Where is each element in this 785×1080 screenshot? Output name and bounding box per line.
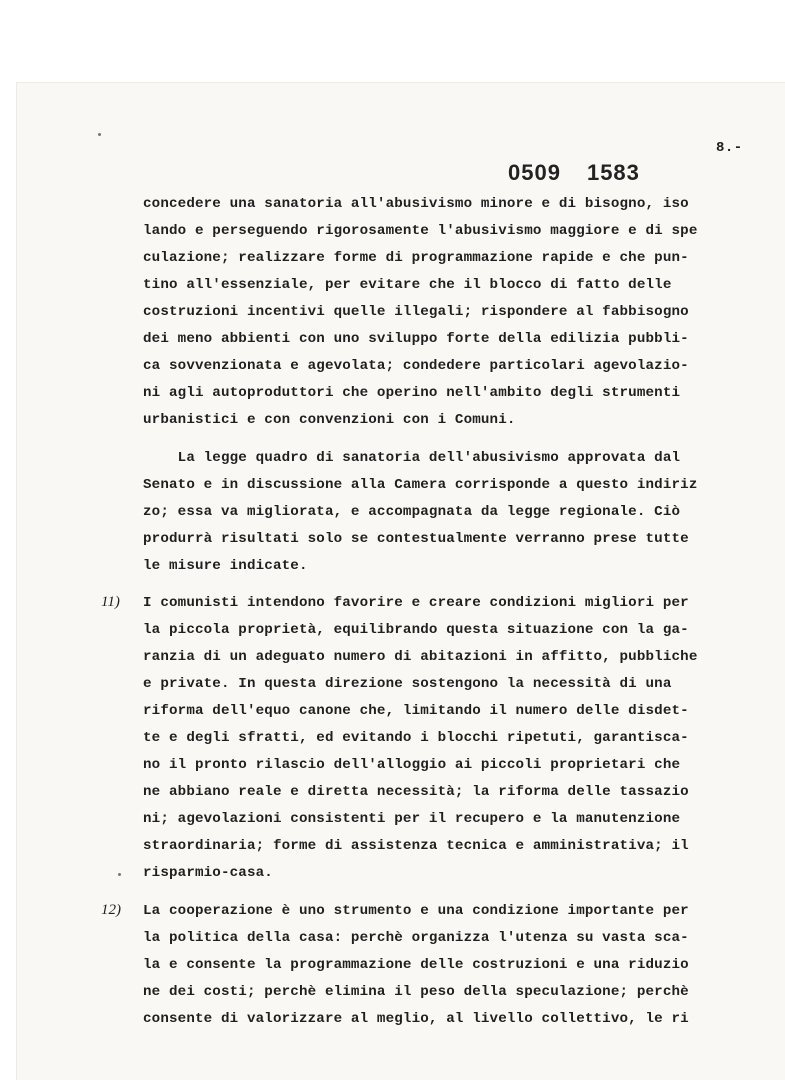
text-line: risparmio-casa.: [143, 865, 273, 881]
text-line: Senato e in discussione alla Camera corrisponde a questo indiriz: [143, 477, 698, 493]
text-line: La legge quadro di sanatoria dell'abusivismo approvata dal: [143, 450, 681, 466]
text-line: e private. In questa direzione sostengono la necessità di una: [143, 676, 672, 692]
text-line: te e degli sfratti, ed evitando i blocchi ripetuti, garantisca-: [143, 730, 689, 746]
text-line: costruzioni incentivi quelle illegali; rispondere al fabbisogno: [143, 304, 689, 320]
stamp-left-number: 0509: [508, 160, 561, 185]
text-line: ni agli autoproduttori che operino nell'ambito degli strumenti: [143, 385, 681, 401]
text-line: la politica della casa: perchè organizza l'utenza su vasta sca-: [143, 930, 689, 946]
text-line: la e consente la programmazione delle costruzioni e una riduzio: [143, 957, 689, 973]
text-line: urbanistici e con convenzioni con i Comuni.: [143, 412, 516, 428]
text-line: tino all'essenziale, per evitare che il blocco di fatto delle: [143, 277, 672, 293]
paper-speck: [98, 133, 101, 136]
paper-speck: [118, 873, 121, 876]
text-line: le misure indicate.: [143, 558, 308, 574]
text-line: culazione; realizzare forme di programmazione rapide e che pun-: [143, 250, 689, 266]
text-line: I comunisti intendono favorire e creare condizioni migliori per: [143, 595, 689, 611]
text-line: ne abbiano reale e diretta necessità; la riforma delle tassazio: [143, 784, 689, 800]
stamp-right-number: 1583: [586, 160, 640, 185]
item-marker-12: 12): [101, 902, 121, 918]
text-line: no il pronto rilascio dell'alloggio ai piccoli proprietari che: [143, 757, 681, 773]
text-line: zo; essa va migliorata, e accompagnata da legge regionale. Ciò: [143, 504, 681, 520]
text-line: ranzia di un adeguato numero di abitazioni in affitto, pubbliche: [143, 649, 698, 665]
text-line: ni; agevolazioni consistenti per il recupero e la manutenzione: [143, 811, 681, 827]
text-line: La cooperazione è uno strumento e una condizione importante per: [143, 903, 689, 919]
text-line: dei meno abbienti con uno sviluppo forte della edilizia pubbli-: [143, 331, 689, 347]
text-line: riforma dell'equo canone che, limitando il numero delle disdet-: [143, 703, 689, 719]
text-line: consente di valorizzare al meglio, al livello collettivo, le ri: [143, 1011, 689, 1027]
archive-stamp: [508, 160, 640, 186]
text-line: ne dei costi; perchè elimina il peso della speculazione; perchè: [143, 984, 689, 1000]
item-marker-11: 11): [101, 594, 120, 610]
text-line: straordinaria; forme di assistenza tecnica e amministrativa; il: [143, 838, 689, 854]
text-line: concedere una sanatoria all'abusivismo minore e di bisogno, iso: [143, 196, 689, 212]
page-number: 8.-: [716, 140, 743, 156]
text-line: la piccola proprietà, equilibrando questa situazione con la ga-: [143, 622, 689, 638]
text-line: produrrà risultati solo se contestualmente verranno prese tutte: [143, 531, 689, 547]
text-line: ca sovvenzionata e agevolata; condedere particolari agevolazio-: [143, 358, 689, 374]
text-line: lando e perseguendo rigorosamente l'abusivismo maggiore e di spe: [143, 223, 698, 239]
